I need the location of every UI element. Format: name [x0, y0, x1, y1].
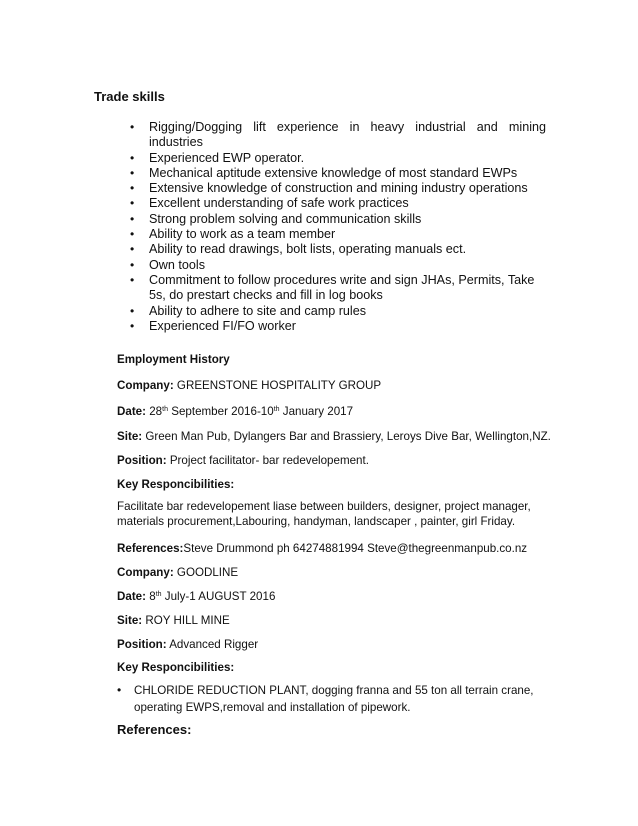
bullet-icon: • — [130, 196, 135, 211]
skill-item — [130, 227, 546, 242]
skill-item — [130, 166, 546, 181]
bullet-icon: • — [130, 257, 135, 272]
skill-text: Mechanical aptitude extensive knowledge of most standard EWPs — [149, 165, 518, 180]
position-label: Position: — [117, 638, 167, 651]
site-label: Site: — [117, 430, 143, 443]
skill-item — [130, 273, 546, 304]
bullet-icon: • — [130, 211, 135, 226]
skill-item — [130, 304, 546, 319]
references-value: Steve Drummond ph 64274881994 Steve@thegreenmanpub.co.nz — [183, 542, 528, 555]
skill-text: Experienced FI/FO worker — [149, 318, 296, 333]
skill-text: Strong problem solving and communication skills — [149, 211, 422, 226]
job1-site — [117, 429, 557, 444]
skill-text: Ability to read drawings, bolt lists, operating manuals ect. — [149, 242, 467, 257]
job1-position — [117, 453, 557, 468]
skill-item — [130, 151, 546, 166]
bullet-icon: • — [117, 683, 122, 697]
bullet-icon: • — [130, 303, 135, 318]
date-label: Date: — [117, 405, 146, 418]
position-label: Position: — [117, 454, 167, 467]
skill-text: Rigging/Dogging lift experience in heavy industrial and mining industries — [149, 120, 546, 150]
skill-text: Excellent understanding of safe work practices — [149, 196, 409, 211]
bullet-icon: • — [130, 150, 135, 165]
company-value: GREENSTONE HOSPITALITY GROUP — [176, 379, 382, 392]
job1-references — [117, 541, 557, 556]
job1-company — [117, 378, 557, 393]
date-label: Date: — [117, 590, 146, 603]
responsibility-item: • CHLORIDE REDUCTION PLANT, dogging franna and 55 ton all terrain crane, operating EWPS,removal and installation of pipework. — [117, 683, 534, 714]
references-label: References: — [117, 542, 184, 555]
bullet-icon: • — [130, 165, 135, 180]
job2-company — [117, 565, 557, 580]
skill-text: Own tools — [149, 257, 205, 272]
skill-text: Commitment to follow procedures write and sign JHAs, Permits, Take 5s, do prestart checks and fill in log books — [149, 272, 535, 303]
site-value: Green Man Pub, Dylangers Bar and Brassiery, Leroys Dive Bar, Wellington,NZ. — [145, 430, 551, 443]
skill-item — [130, 212, 546, 227]
skill-item — [130, 181, 546, 196]
position-value: Project facilitator- bar redevelopement. — [169, 454, 369, 467]
skill-text: Ability to adhere to site and camp rules — [149, 303, 367, 318]
position-value: Advanced Rigger — [169, 638, 259, 651]
skill-item — [130, 120, 546, 151]
skill-item — [130, 319, 546, 334]
skill-text: Experienced EWP operator. — [149, 150, 305, 165]
job1-responsibilities-text: Facilitate bar redevelopement liase between builders, designer, project manager, materials procurement,Labouring, handyman, landscaper , painter, girl Friday. — [117, 500, 531, 528]
company-value: GOODLINE — [176, 566, 239, 579]
job2-position — [117, 637, 557, 652]
job2-responsibilities-heading: Key Responcibilities: — [117, 661, 235, 674]
bullet-icon: • — [130, 181, 135, 196]
employment-history-heading: Employment History — [117, 353, 230, 366]
skill-text: Ability to work as a team member — [149, 227, 336, 242]
skill-item — [130, 258, 546, 273]
bullet-icon: • — [130, 120, 135, 134]
job2-responsibilities-list — [117, 682, 547, 716]
skill-text: Extensive knowledge of construction and mining industry operations — [149, 181, 528, 196]
job2-site — [117, 613, 557, 628]
trade-skills-list — [130, 120, 546, 334]
site-label: Site: — [117, 614, 143, 627]
bullet-icon: • — [130, 318, 135, 333]
bullet-icon: • — [130, 242, 135, 257]
bullet-icon: • — [130, 272, 135, 287]
job2-references-label: References: — [117, 722, 192, 737]
bullet-icon: • — [130, 227, 135, 242]
job1-responsibilities-heading: Key Responcibilities: — [117, 478, 235, 491]
skill-item — [130, 196, 546, 211]
job2-date: Date: 8th July-1 AUGUST 2016 — [117, 590, 276, 603]
site-value: ROY HILL MINE — [145, 614, 230, 627]
company-label: Company: — [117, 379, 174, 392]
company-label: Company: — [117, 566, 174, 579]
skill-item — [130, 242, 546, 257]
job1-date: Date: 28th September 2016-10th January 2017 — [117, 405, 354, 418]
trade-skills-heading: Trade skills — [94, 89, 165, 104]
